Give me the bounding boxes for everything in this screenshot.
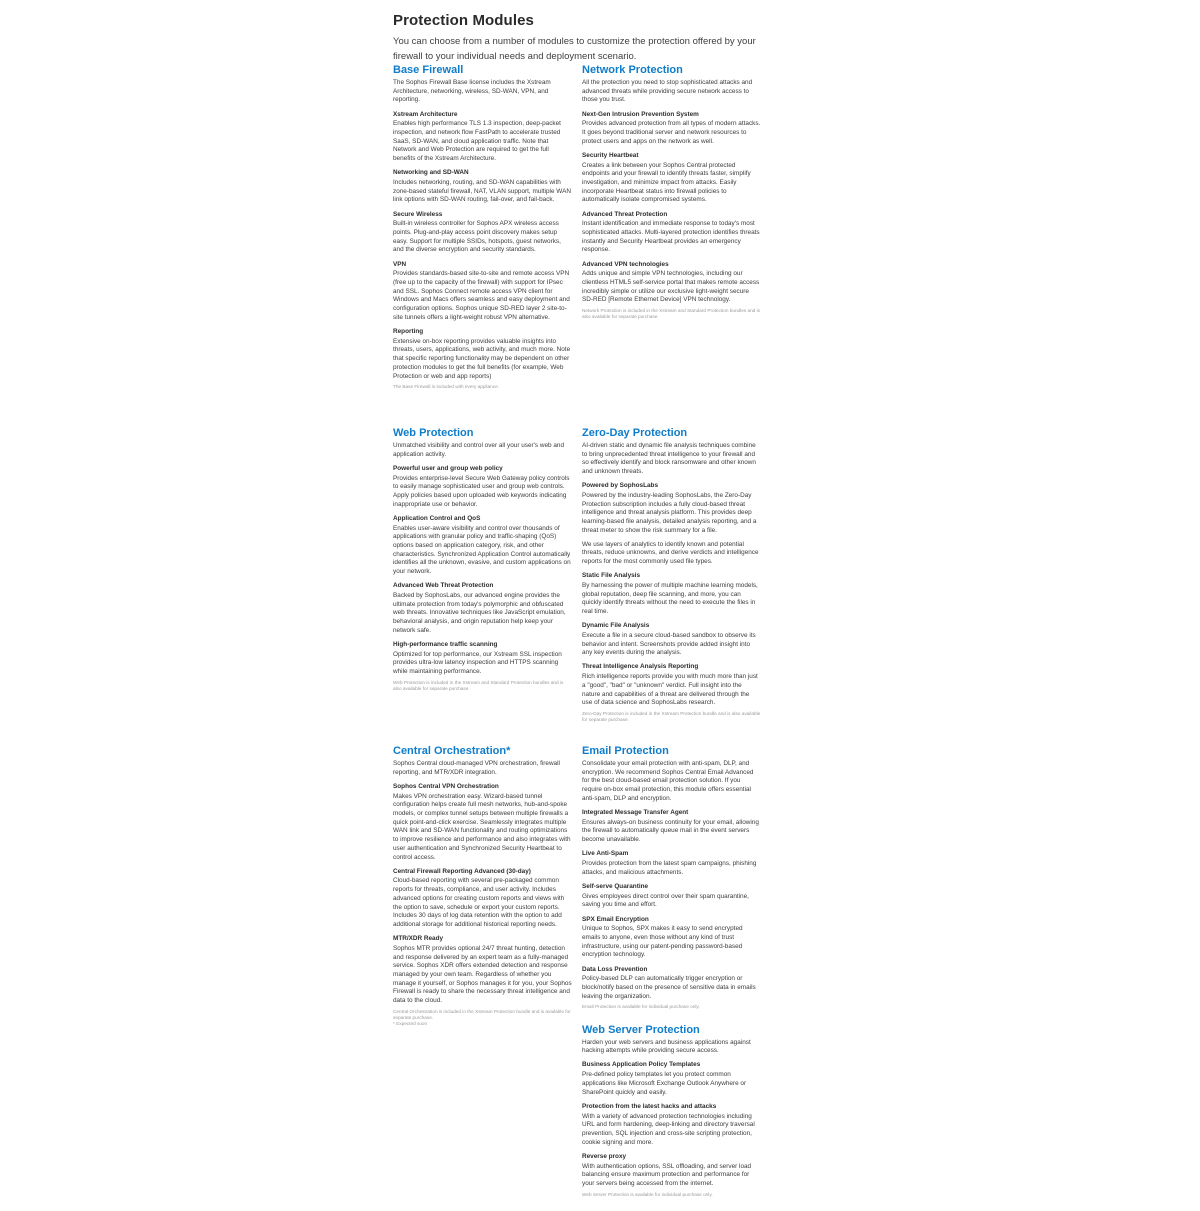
modules-row-2 xyxy=(393,427,761,736)
module-section-intro: Unmatched visibility and control over all your user's web and application activity. xyxy=(393,442,565,458)
module-item-heading: Reverse proxy xyxy=(582,1152,627,1160)
page-header xyxy=(393,12,775,64)
module-item xyxy=(582,482,761,566)
module-footnote: * Expected soon xyxy=(393,1021,428,1027)
module-item xyxy=(393,868,572,930)
module-item xyxy=(393,169,572,205)
module-item-body: Provides protection from the latest spam campaigns, phishing attacks, and malicious attachments. xyxy=(582,860,757,876)
module-item xyxy=(393,261,572,323)
module-item-body: Pre-defined policy templates let you protect common applications like Microsoft Exchange Outlook Anywhere or SharePoint quickly and easily. xyxy=(582,1071,747,1096)
module-footnotes xyxy=(582,1192,761,1198)
module-item-heading: Xstream Architecture xyxy=(393,110,458,118)
page-intro: You can choose from a number of modules to customize the protection offered by your firewall to your individual needs and deployment scenario. xyxy=(393,36,756,62)
module-item xyxy=(582,152,761,205)
module-footnote: Web Server Protection is available for individual purchase only. xyxy=(582,1191,713,1197)
module-item-body: By harnessing the power of multiple machine learning models, global reputation, deep file scanning, and more, you can quickly identify threats without the need to execute the files in real time. xyxy=(582,581,758,615)
module-item-heading: Sophos Central VPN Orchestration xyxy=(393,782,499,790)
module-footnotes xyxy=(393,1009,572,1028)
module-item xyxy=(582,663,761,708)
module-items xyxy=(393,465,572,677)
module-section-intro: The Sophos Firewall Base license includes the Xstream Architecture, networking, wireless, SD-WAN, VPN, and reporting. xyxy=(393,79,551,104)
module-item-body: Unique to Sophos, SPX makes it easy to send encrypted emails to anyone, even those without any kind of trust infrastructure, using our patent-pending password-based encryption technology. xyxy=(582,925,743,959)
module-item-heading: Protection from the latest hacks and attacks xyxy=(582,1102,717,1110)
module-item-heading: Powered by SophosLabs xyxy=(582,482,658,490)
module-item-heading: Application Control and QoS xyxy=(393,514,481,522)
module-item xyxy=(582,111,761,147)
module-section xyxy=(393,427,572,692)
module-footnote: Network Protection is included in the Xstream and Standard Protection bundles and is also available for separate purchase. xyxy=(582,308,760,320)
module-item xyxy=(582,883,761,910)
module-section-title: Network Protection xyxy=(582,64,683,76)
module-item-heading: SPX Email Encryption xyxy=(582,915,649,923)
modules-column-right xyxy=(582,427,761,736)
module-section xyxy=(582,427,761,723)
module-item-heading: Data Loss Prevention xyxy=(582,965,648,973)
module-item xyxy=(582,916,761,961)
module-item-body: Cloud-based reporting with several pre-packaged common reports for threats, compliance, and user activity. Includes advanced options for creating custom reports and views with the option to save, schedule or export your custom reports. Includes 30 days of log data retention with the option to add additional storage for additional historical reporting needs. xyxy=(393,877,565,928)
module-item-heading: Advanced VPN technologies xyxy=(582,260,669,268)
module-item-body: Makes VPN orchestration easy. Wizard-based tunnel configuration helps create full mesh networks, hub-and-spoke models, or complex tunnel setups between multiple firewalls a quick point-and-click exercise. Seamlessly integrates multiple WAN link and SD-WAN functionality and routing optimizations to improve resilience and performance and also integrates with user authentication and Synchronized Security Heartbeat to control access. xyxy=(393,792,571,861)
module-items xyxy=(582,809,761,1001)
module-item-body: Backed by SophosLabs, our advanced engine provides the ultimate protection from today's polymorphic and obfuscated web threats. Innovative techniques like JavaScript emulation, behavioral analysis, and origin reputation help keep your network safe. xyxy=(393,592,566,634)
module-footnote: Zero-Day Protection is included in the Xstream Protection bundle and is also available for separate purchase. xyxy=(582,710,761,723)
module-item-body: With authentication options, SSL offloading, and server load balancing ensure maximum protection and performance for your servers being accessed from the internet. xyxy=(582,1162,752,1187)
module-items xyxy=(582,1061,761,1188)
module-item xyxy=(582,966,761,1002)
modules-column-left xyxy=(393,745,572,1211)
module-footnote: Email Protection is available for individual purchase only. xyxy=(582,1004,700,1010)
module-items xyxy=(582,482,761,708)
module-item-body: Policy-based DLP can automatically trigger encryption or block/notify based on the presence of sensitive data in emails leaving the organization. xyxy=(582,975,756,1000)
module-item-heading: Powerful user and group web policy xyxy=(393,464,503,472)
module-section-intro: All the protection you need to stop sophisticated attacks and advanced threats while providing secure network access to those you trust. xyxy=(582,79,753,104)
module-footnotes xyxy=(582,308,761,320)
module-item-body: Execute a file in a secure cloud-based sandbox to observe its behavior and intent. Screenshots provide added insight into any key events during the analysis. xyxy=(582,631,756,657)
modules-column-left xyxy=(393,64,572,404)
module-footnote: The Base Firewall is included with every appliance. xyxy=(393,384,500,390)
module-item xyxy=(393,465,572,510)
module-item-heading: Secure Wireless xyxy=(393,210,443,218)
module-section-title: Base Firewall xyxy=(393,64,464,76)
module-item-heading: Security Heartbeat xyxy=(582,151,639,159)
module-item-body: Rich intelligence reports provide you with much more than just a "good", "bad" or "unknown" verdict. Full insight into the nature and capabilities of a threat are delivered through the use of data science and SophosLabs research. xyxy=(582,673,758,707)
module-item-body: Enables high performance TLS 1.3 inspection, deep-packet inspection, and network flow FastPath to accelerate trusted SaaS, SD-WAN, and cloud application traffic. Note that Network and Web Protection are required to get the full benefits of the Xstream Architecture. xyxy=(393,120,561,163)
modules-row-3 xyxy=(393,745,761,1211)
module-item-heading: Integrated Message Transfer Agent xyxy=(582,809,689,817)
module-items xyxy=(582,111,761,306)
module-item xyxy=(582,1103,761,1148)
module-item-body: Provides advanced protection from all types of modern attacks. It goes beyond traditional server and network resources to protect users and apps on the network as well. xyxy=(582,120,761,145)
module-item xyxy=(582,809,761,845)
module-item-body: Extensive on-box reporting provides valuable insights into threats, users, applications, web activity, and much more. Note that specific reporting functionality may be dependent on other protection modules to get the full benefits (for example, Web Protection or web and app reports) xyxy=(393,337,571,380)
module-item-body: Ensures always-on business continuity for your email, allowing the firewall to automatically queue mail in the event servers become unavailable. xyxy=(582,818,759,844)
module-item-body: With a variety of advanced protection technologies including URL and form hardening, deep-linking and directory traversal prevention, SQL injection and cross-site scripting protection, cookie signing and more. xyxy=(582,1112,755,1146)
modules-row-1 xyxy=(393,64,761,404)
module-item xyxy=(393,641,572,677)
module-item-heading: Static File Analysis xyxy=(582,572,641,580)
module-section-title: Web Protection xyxy=(393,427,474,439)
module-item xyxy=(582,572,761,617)
modules-column-right xyxy=(582,64,761,404)
module-item xyxy=(582,211,761,256)
module-item xyxy=(393,328,572,381)
module-section-intro: Consolidate your email protection with anti-spam, DLP, and encryption. We recommend Sophos Central Email Advanced for the best cloud-based email protection solution. If you require on-box email protection, this module offers essential anti-spam, DLP and encryption. xyxy=(582,760,754,802)
module-footnotes xyxy=(582,711,761,723)
module-section xyxy=(393,745,572,1027)
module-item xyxy=(393,515,572,577)
module-item-body: Enables user-aware visibility and control over thousands of applications with granular policy and traffic-shaping (QoS) options based on application category, risk, and other characteristics. Synchronized Application Control automatically identifies all the unknown, evasive, and custom applications on your network. xyxy=(393,524,571,576)
module-section-title: Central Orchestration* xyxy=(393,745,511,757)
module-item-heading: Business Application Policy Templates xyxy=(582,1061,701,1069)
module-item-body: Gives employees direct control over their spam quarantine, saving you time and effort. xyxy=(582,892,749,909)
modules-column-left xyxy=(393,427,572,736)
module-section-title: Web Server Protection xyxy=(582,1023,700,1036)
module-footnote: Central Orchestration is included in the Xstream Protection bundle and is available for separate purchase. xyxy=(393,1008,571,1020)
module-item-body: Includes networking, routing, and SD-WAN capabilities with zone-based stateful firewall, NAT, VLAN support, multiple WAN link options with SD-WAN routing, fail-over, and fail-back. xyxy=(393,179,571,204)
page-title: Protection Modules xyxy=(393,12,534,29)
module-section-title: Zero-Day Protection xyxy=(582,427,688,439)
module-item-body: Sophos MTR provides optional 24/7 threat hunting, detection and response delivered by an expert team as a fully-managed service. Sophos XDR offers extended detection and response managed by your own team. Regardless of whether you manage it yourself, or Sophos manages it for you, your Sophos Firewall is ready to share the necessary threat intelligence and data to the cloud. xyxy=(393,944,572,1005)
module-section xyxy=(582,64,761,321)
module-item-heading: Dynamic File Analysis xyxy=(582,622,650,630)
module-item-heading: Threat Intelligence Analysis Reporting xyxy=(582,663,699,671)
module-section xyxy=(582,745,761,1011)
module-item xyxy=(582,1061,761,1097)
module-footnotes xyxy=(393,384,572,390)
module-item-body: We use layers of analytics to identify known and potential threats, reduce unknowns, and derive verdicts and intelligence reports for the most commonly used file types. xyxy=(582,540,759,565)
module-item xyxy=(393,111,572,164)
module-section-intro: Harden your web servers and business applications against hacking attempts while providing secure access. xyxy=(582,1038,751,1055)
module-item-heading: Live Anti-Spam xyxy=(582,850,629,858)
module-item-body: Powered by the industry-leading SophosLabs, the Zero-Day Protection subscription includes a fully cloud-based threat intelligence and threat analysis platform. This provides deep learning-based file analysis, detailed analysis reporting, and a threat meter to show the risk summary for a file. xyxy=(582,492,757,534)
module-item xyxy=(582,1153,761,1189)
module-item xyxy=(393,211,572,256)
module-item xyxy=(393,783,572,862)
module-items xyxy=(393,111,572,382)
module-item-heading: Self-serve Quarantine xyxy=(582,882,649,890)
module-item-heading: VPN xyxy=(393,260,407,268)
module-section-intro: AI-driven static and dynamic file analysis techniques combine to bring unprecedented threat intelligence to your firewall and so effectively identify and block ransomware and other known and unknown threats. xyxy=(582,442,756,476)
module-section-intro: Sophos Central cloud-managed VPN orchestration, firewall reporting, and MTR/XDR integration. xyxy=(393,760,560,776)
module-items xyxy=(393,783,572,1006)
module-item xyxy=(582,622,761,658)
modules-column-right xyxy=(582,745,761,1211)
module-item-heading: Central Firewall Reporting Advanced (30-day) xyxy=(393,867,531,875)
module-item-heading: MTR/XDR Ready xyxy=(393,935,444,943)
module-section-title: Email Protection xyxy=(582,745,669,757)
module-item-heading: Advanced Web Threat Protection xyxy=(393,582,494,590)
module-item xyxy=(582,850,761,877)
module-item-heading: Networking and SD-WAN xyxy=(393,169,469,177)
module-item-body: Optimized for top performance, our Xstream SSL inspection provides ultra-low latency inspection and HTTPS scanning while maintaining performance. xyxy=(393,650,562,676)
module-item xyxy=(393,935,572,1006)
module-item-heading: Next-Gen Intrusion Prevention System xyxy=(582,110,699,118)
module-item-body: Built-in wireless controller for Sophos APX wireless access points. Plug-and-play access point discovery makes setup easy. Support for multiple SSIDs, hotspots, guest networks, and the diverse encryption and security standards. xyxy=(393,220,561,254)
module-item-body: Provides enterprise-level Secure Web Gateway policy controls to easily manage sophisticated user and group web controls. Apply policies based upon uploaded web keywords indicating inappropriate use or behavior. xyxy=(393,474,570,508)
module-section xyxy=(393,64,572,391)
module-item xyxy=(393,582,572,635)
module-footnote: Web Protection is included in the Xstream and Standard Protection bundles and is also available for separate purchase. xyxy=(393,679,564,692)
module-item-heading: Advanced Threat Protection xyxy=(582,210,668,218)
module-item-body: Adds unique and simple VPN technologies, including our clientless HTML5 self-service portal that makes remote access incredibly simple or utilize our exclusive light-weight secure SD-RED [Remote Ethernet Device] VPN technology. xyxy=(582,270,760,304)
module-section xyxy=(582,1024,761,1198)
module-footnotes xyxy=(582,1004,761,1010)
module-footnotes xyxy=(393,680,572,692)
module-item xyxy=(582,261,761,306)
module-item-body: Instant identification and immediate response to today's most sophisticated attacks. Multi-layered protection identifies threats instantly and Security Heartbeat provides an emergency response. xyxy=(582,220,760,254)
module-item-heading: Reporting xyxy=(393,328,424,336)
module-item-body: Provides standards-based site-to-site and remote access VPN (free up to the capacity of the firewall) with support for IPsec and SSL. Sophos Connect remote access VPN client for Windows and Macs offers seamless and easy deployment and configuration options. Sophos unique SD-RED layer 2 site-to-site tunnels offers a light-weight robust VPN alternative. xyxy=(393,270,570,321)
module-item-heading: High-performance traffic scanning xyxy=(393,641,498,649)
module-item-body: Creates a link between your Sophos Central protected endpoints and your firewall to identify threats faster, simplify investigation, and minimize impact from attacks. Easily incorporate Heartbeat status into firewall policies to automatically isolate compromised systems. xyxy=(582,161,751,204)
